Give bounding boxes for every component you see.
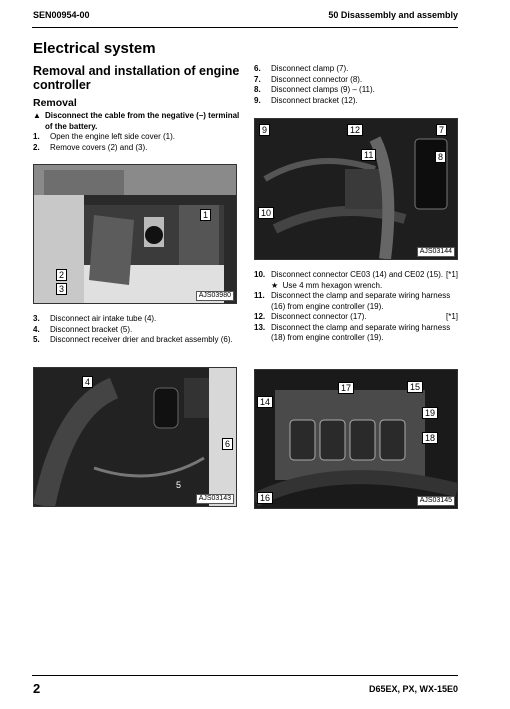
step-text	[271, 312, 458, 323]
callout-7: 7	[436, 124, 447, 136]
callout-17: 17	[338, 382, 354, 394]
page-number: 2	[33, 681, 41, 696]
step-number: 2.	[33, 142, 40, 152]
left-steps-block-2	[33, 314, 238, 346]
step-number: 9.	[254, 95, 261, 105]
step-1	[33, 132, 248, 143]
step-number: 5.	[33, 335, 40, 344]
footer-rule	[32, 675, 458, 676]
model-name: D65EX, PX, WX-15E0	[368, 684, 458, 694]
page-subtitle: Removal and installation of engine controller	[33, 64, 240, 92]
callout-1: 1	[200, 209, 211, 221]
page-title: Electrical system	[33, 40, 156, 57]
callout-3: 3	[56, 283, 67, 295]
step-2	[33, 143, 248, 154]
warning-icon: ▲	[33, 111, 41, 120]
document-id: SEN00954-00	[33, 10, 90, 20]
callout-2: 2	[56, 269, 67, 281]
header-rule	[32, 27, 458, 28]
step-12-text: Disconnect connector (17).	[271, 312, 367, 321]
callout-8: 8	[435, 151, 446, 163]
figure-clamps	[254, 118, 458, 260]
section-header: 50 Disassembly and assembly	[328, 10, 458, 20]
step-7	[254, 75, 459, 86]
step-spacer	[254, 281, 271, 292]
step-number: 11.	[254, 291, 265, 300]
callout-6: 6	[222, 438, 233, 450]
callout-14: 14	[257, 396, 273, 408]
right-steps-block-2	[254, 270, 458, 344]
step-text	[271, 270, 458, 281]
step-number: 7.	[254, 74, 261, 84]
step-text: Remove covers (2) and (3).	[50, 142, 148, 152]
star-icon: ★	[271, 280, 283, 290]
section-title: Removal	[33, 97, 77, 109]
step-4	[33, 325, 238, 336]
figure-air-intake	[33, 367, 237, 507]
note-text: Use 4 mm hexagon wrench.	[282, 280, 383, 290]
figure-label: AJS03143	[196, 494, 234, 504]
callout-9: 9	[259, 124, 270, 136]
step-3	[33, 314, 238, 325]
note-line	[271, 281, 458, 292]
callout-12: 12	[347, 124, 363, 136]
figure-label: AJS03144	[417, 247, 455, 257]
photo-clamps	[255, 119, 457, 259]
step-text: Open the engine left side cover (1).	[50, 132, 175, 141]
figure-engine-controller	[254, 369, 458, 509]
step-number: 3.	[33, 314, 40, 323]
step-text: Disconnect the clamp and separate wiring harness (18) from engine controller (19).	[271, 322, 451, 342]
step-number: 12.	[254, 312, 266, 321]
step-text: Disconnect clamp (7).	[271, 64, 349, 73]
step-12	[254, 312, 458, 323]
step-number: 8.	[254, 85, 261, 94]
step-5	[33, 335, 238, 346]
step-text: Disconnect clamps (9) – (11).	[271, 85, 375, 94]
step-text: Disconnect the clamp and separate wiring harness (16) from engine controller (19).	[271, 291, 451, 311]
step-10	[254, 270, 458, 281]
step-number: 10.	[254, 270, 266, 279]
step-number: 13.	[254, 322, 266, 332]
callout-18: 18	[422, 432, 438, 444]
callout-19: 19	[422, 407, 438, 419]
step-9	[254, 96, 459, 107]
callout-4: 4	[82, 376, 93, 388]
step-13	[254, 323, 458, 344]
photo-air-intake	[34, 368, 236, 506]
step-number: 6.	[254, 64, 261, 73]
step-text: Disconnect bracket (5).	[50, 324, 133, 334]
step-6	[254, 64, 459, 75]
callout-5: 5	[176, 480, 182, 490]
warning-text: Disconnect the cable from the negative (–) terminal of the battery.	[45, 111, 240, 131]
step-11	[254, 291, 458, 312]
callout-16: 16	[257, 492, 273, 504]
step-10-text: Disconnect connector CE03 (14) and CE02 (15).	[271, 270, 444, 279]
step-8	[254, 85, 459, 96]
step-number: 1.	[33, 132, 40, 141]
step-10-note	[254, 281, 458, 292]
step-number: 4.	[33, 324, 40, 334]
reference-mark: [*1]	[445, 312, 458, 321]
reference-mark: [*1]	[445, 270, 458, 279]
step-text: Disconnect bracket (12).	[271, 95, 358, 105]
left-steps-block	[33, 111, 248, 153]
step-text: Disconnect air intake tube (4).	[50, 314, 157, 323]
figure-engine-side-cover	[33, 164, 237, 304]
step-text: Disconnect connector (8).	[271, 74, 363, 84]
right-steps-block	[254, 64, 459, 106]
figure-label: AJS03980	[196, 291, 234, 301]
callout-10: 10	[258, 207, 274, 219]
step-text: Disconnect receiver drier and bracket assembly (6).	[50, 335, 233, 344]
callout-15: 15	[407, 381, 423, 393]
warning-step	[33, 111, 248, 132]
callout-11: 11	[361, 149, 376, 161]
figure-label: AJS03145	[417, 496, 455, 506]
